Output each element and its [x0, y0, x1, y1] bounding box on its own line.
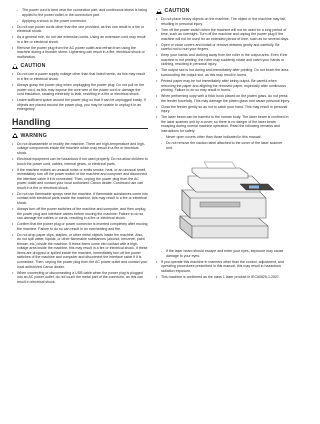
list-item: • Electrical equipment can be hazardous if not used properly. Do not allow children to touch the power cord, cables, internal gears, or electrical parts.: [12, 156, 148, 166]
list-item: • When connecting or disconnecting a USB cable when the power plug is plugged into an AC power outlet, do not touch the metal part of the connector, as this can result in electrical shock.: [12, 270, 143, 284]
bullet-marker: •: [156, 115, 158, 120]
bullet-marker: •: [156, 274, 158, 279]
list-item: • Open or close covers and install or remove drawers gently and carefully. Be careful not to hurt your fingers.: [156, 42, 280, 52]
caution-heading: CAUTION: [156, 8, 290, 14]
bullet-marker: •: [12, 156, 14, 161]
right-column: [156, 8, 290, 281]
list-item: • This machine is confirmed as the class 1 laser product in IEC60825-1:2007.: [156, 274, 280, 279]
list-item: • Do not drop paper clips, staples, or other metal objects inside the machine. Also, do not spill water, liquids, or other flammable substances (alcohol, benzene, paint thinner, etc.) inside the machine. If these items come into contact with a high-voltage area inside the machine, this may result in a fire or electrical shock. If these items are dropped or spilled inside the machine, immediately turn off the power switches of the machine and computer and disconnect the interface cable if it is connected. Then, unplug the power plug from the AC power outlet and contact your local authorized Canon dealer.: [12, 232, 148, 269]
printer-drawing: [156, 154, 290, 246]
list-item: • Always grasp the power plug when unplugging the power plug. Do not pull on the power cord, as this may expose the core wire of the power cord or damage the cord insulation, causing electricity to leak, resulting in a fire or electrical shock.: [12, 83, 145, 97]
dash-marker: -: [17, 18, 19, 23]
dash-marker: -: [161, 135, 163, 140]
list-item: • Printed paper may be hot immediately after being output. Be careful when removing the paper and aligning the removed paper, especially after continuous printing. Failure to do so may result in burns.: [156, 79, 287, 93]
bullet-marker: •: [12, 206, 14, 211]
warning-triangle-icon: [12, 64, 18, 69]
list-item: • Do not disassemble or modify the machine. There are high-temperature and high-voltage components inside the machine which may result in a fire or electrical shock.: [12, 141, 146, 155]
warning-triangle-icon: [156, 9, 162, 14]
bullet-marker: •: [12, 222, 14, 227]
bullet-marker: •: [156, 94, 158, 99]
bullet-marker: •: [156, 79, 158, 84]
caution-list-bottom: [156, 260, 290, 280]
list-item: • Confirm that the power plug or power connector is inserted completely after moving the machine. Failure to do so can result in an overheating and fire.: [12, 222, 148, 231]
list-item: • Do not place heavy objects on the machine. The object or the machine may fall, resulting in personal injury.: [156, 17, 286, 26]
caution-list: [156, 17, 290, 134]
bullet-marker: •: [12, 191, 14, 196]
list-item: • The output slot is hot during and immediately after printing. Do not touch the area surrounding the output slot, as this may result in burns.: [156, 68, 289, 78]
bullet-marker: •: [12, 167, 14, 172]
intro-sub-list: [17, 8, 148, 23]
bullet-marker: •: [156, 27, 158, 32]
intro-list: [12, 25, 148, 60]
list-item: • Do not use power cords other than the one provided, as this can result in a fire or electrical shock.: [12, 24, 145, 34]
laser-sub-list-after: [161, 249, 290, 258]
printer-illustration: [156, 154, 290, 246]
warning-triangle-icon: [12, 133, 18, 138]
list-item: • Remove the power plug from the AC power outlet and refrain from using the machine during a thunder storm. Lightening can result in a fire, electrical shock or malfunction.: [12, 45, 145, 59]
list-item: • The laser beam can be harmful to the human body. The laser beam is confined in the laser scanner unit by a cover, so there is no danger of the laser beam escaping during normal machine operation. Read the following remarks and instructions for safety.: [156, 115, 289, 134]
bullet-marker: •: [156, 42, 158, 47]
caution-list: [12, 72, 148, 111]
list-item: • Do not use flammable sprays near the machine. If flammable substances come into contact with electrical parts inside the machine, this may result in a fire or electrical shock.: [12, 191, 148, 205]
intro-sub-item: - The power cord is bent near the connection part, and continuous stress is being applied to the power outlet or the connection part.: [17, 8, 148, 17]
left-column: [12, 8, 148, 286]
warning-list: [12, 142, 148, 284]
bullet-marker: •: [156, 104, 158, 109]
bullet-marker: •: [12, 98, 14, 103]
caution-heading: CAUTION: [12, 63, 148, 69]
bullet-marker: •: [156, 68, 158, 73]
laser-sub-list: [161, 135, 290, 150]
bullet-marker: •: [12, 24, 14, 29]
dash-marker: -: [161, 249, 163, 254]
dash-marker: -: [161, 141, 163, 146]
section-title-handling: Handling: [12, 117, 148, 129]
list-sub-item: - Do not remove the caution label attached to the cover of the laser scanner unit.: [161, 141, 283, 150]
list-item: • When performing copy with a thick book placed on the platen glass, do not press the feeder forcefully. This may damage the platen glass and cause personal injury.: [156, 94, 290, 103]
dash-marker: -: [17, 8, 19, 12]
list-item: • Do not use a power supply voltage other than that listed herein, as this may result in a fire or electrical shock.: [12, 72, 145, 82]
list-item: • As a general rule, do not use extension cords. Using an extension cord may result in a fire or electrical shock.: [12, 35, 146, 44]
bullet-marker: •: [156, 259, 158, 264]
intro-sub-item: - Applying a shock to the power connector.: [17, 18, 87, 23]
list-item: • Always turn off the power switches of the machine and computer, and then unplug the power plug and interface cables before moving the machine. Failure to do so can damage the cables or cords, resulting in a fire or electrical shock.: [12, 206, 146, 221]
bullet-marker: •: [12, 83, 14, 88]
list-item: • Leave sufficient space around the power plug so that it can be unplugged easily. If objects are placed around the power plug, you may be unable to unplug it in an emergency.: [12, 98, 146, 112]
list-sub-item: - Never open covers other than those indicated in this manual.: [161, 135, 262, 140]
bullet-marker: •: [12, 45, 14, 50]
bullet-marker: •: [12, 35, 14, 40]
list-item: • If you operate this machine in manners other than the control, adjustment, and operating procedures prescribed in this manual, this may result in hazardous radiation exposure.: [156, 259, 284, 273]
list-item: • Keep your hands and clothing away from the roller in the output area. Even if the machine is not printing, the roller may suddenly rotate and catch your hands or clothing, resulting in personal injury.: [156, 53, 288, 67]
bullet-marker: •: [156, 53, 158, 58]
bullet-marker: •: [12, 141, 14, 146]
list-item: • Turn off the power switch when the machine will not be used for a long period of time, such as overnight. Turn off the machine and unplug the power plug if the machine will not be used for an extended period of time, such as for several days.: [156, 27, 290, 41]
list-item: • Close the feeder gently so as not to catch your hand. This may result in personal injury.: [156, 104, 288, 114]
bullet-marker: •: [156, 17, 158, 21]
list-item: • If the machine makes an unusual noise or emits smoke, heat, or an unusual smell, immediately turn off the power switch of the machine and computer and disconnect the interface cable if it is connected. Then, unplug the power plug from the AC power outlet and contact your local authorized Canon dealer. Continued use can result in a fire or electrical shock.: [12, 167, 148, 190]
bullet-marker: •: [12, 270, 14, 275]
list-sub-item: - If the laser beam should escape and enter your eyes, exposure may cause damage to your eyes.: [161, 249, 284, 258]
bullet-marker: •: [12, 72, 14, 77]
warning-heading: WARNING: [12, 133, 148, 139]
bullet-marker: •: [12, 232, 14, 237]
